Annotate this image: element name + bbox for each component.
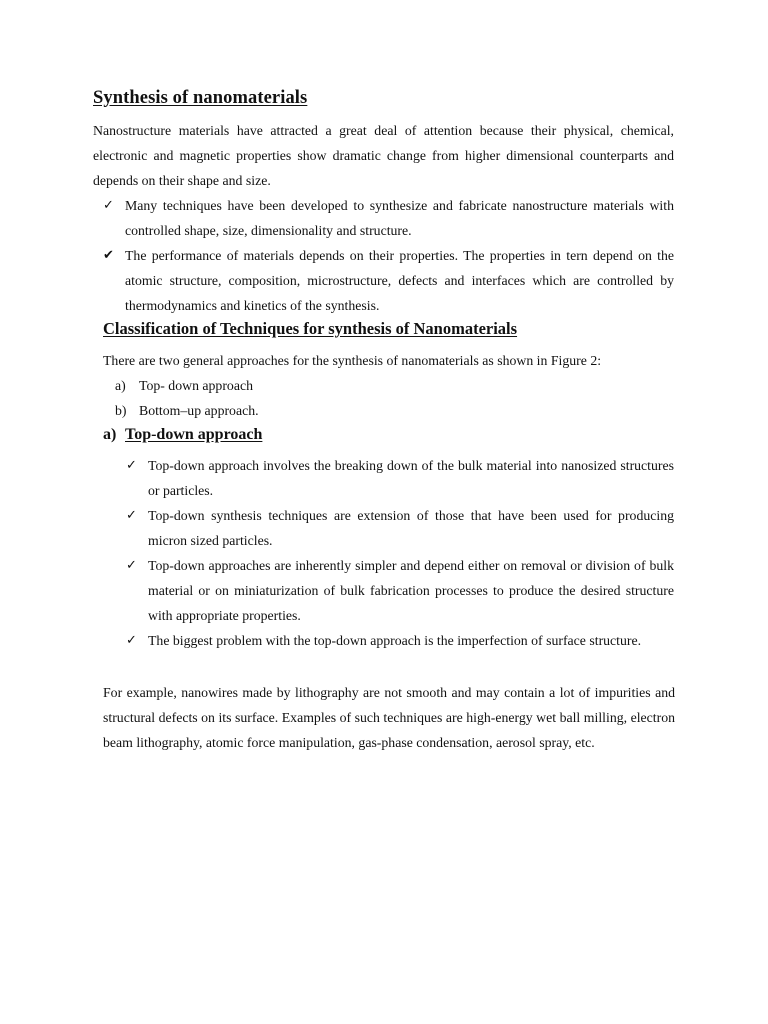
list-item-text: Many techniques have been developed to synthesize and fabricate nanostructure materials with controlled shape, size, dimensionality and structure. <box>125 198 674 238</box>
intro-paragraph: Nanostructure materials have attracted a great deal of attention because their physical, chemical, electronic and magnetic properties show dramatic change from higher dimensional counterparts and depends on their shape and size. <box>93 123 674 188</box>
list-marker: a) <box>115 378 126 393</box>
intro-bullet-list <box>103 193 674 318</box>
list-item-text: Top-down synthesis techniques are extension of those that have been used for producing micron sized particles. <box>148 508 674 548</box>
checkmark-icon: ✓ <box>126 633 137 648</box>
list-item-text: The biggest problem with the top-down approach is the imperfection of surface structure. <box>148 633 642 648</box>
example-paragraph: For example, nanowires made by lithography are not smooth and may contain a lot of impurities and structural defects on its surface. Examples of such techniques are high-energy wet ball milling, electron beam lithography, atomic force manipulation, gas-phase condensation, aerosol spray, etc. <box>103 685 675 750</box>
topdown-heading <box>103 426 262 444</box>
list-item <box>126 453 674 503</box>
list-item <box>126 553 674 628</box>
list-item <box>126 628 674 653</box>
list-item <box>115 373 259 398</box>
heading-label: Top-down approach <box>125 426 263 443</box>
checkmark-icon: ✓ <box>126 458 137 473</box>
topdown-bullet-list <box>126 453 674 653</box>
list-item <box>126 503 674 553</box>
list-item <box>103 243 674 318</box>
heading-marker: a) <box>103 426 117 443</box>
checkmark-icon: ✓ <box>126 508 137 523</box>
checkmark-icon: ✓ <box>103 198 114 213</box>
list-item-text: Top-down approaches are inherently simpler and depend either on removal or division of bulk material or on miniaturization of bulk fabrication processes to produce the desired structure with appropriate properties. <box>148 558 674 623</box>
approaches-list <box>115 373 259 423</box>
classification-heading: Classification of Techniques for synthesis of Nanomaterials <box>103 319 518 338</box>
list-item-text: Top- down approach <box>139 378 253 393</box>
checkmark-icon: ✔ <box>103 248 114 263</box>
approaches-intro: There are two general approaches for the synthesis of nanomaterials as shown in Figure 2: <box>103 353 602 368</box>
page-title: Synthesis of nanomaterials <box>93 88 308 108</box>
list-item-text: Bottom–up approach. <box>139 403 259 418</box>
list-item <box>115 398 259 423</box>
list-item <box>103 193 674 243</box>
list-item-text: Top-down approach involves the breaking down of the bulk material into nanosized structures or particles. <box>148 458 674 498</box>
list-item-text: The performance of materials depends on their properties. The properties in tern depend on the atomic structure, composition, microstructure, defects and interfaces which are controlled by thermodynamics and kinetics of the synthesis. <box>125 248 674 313</box>
checkmark-icon: ✓ <box>126 558 137 573</box>
list-marker: b) <box>115 403 127 418</box>
